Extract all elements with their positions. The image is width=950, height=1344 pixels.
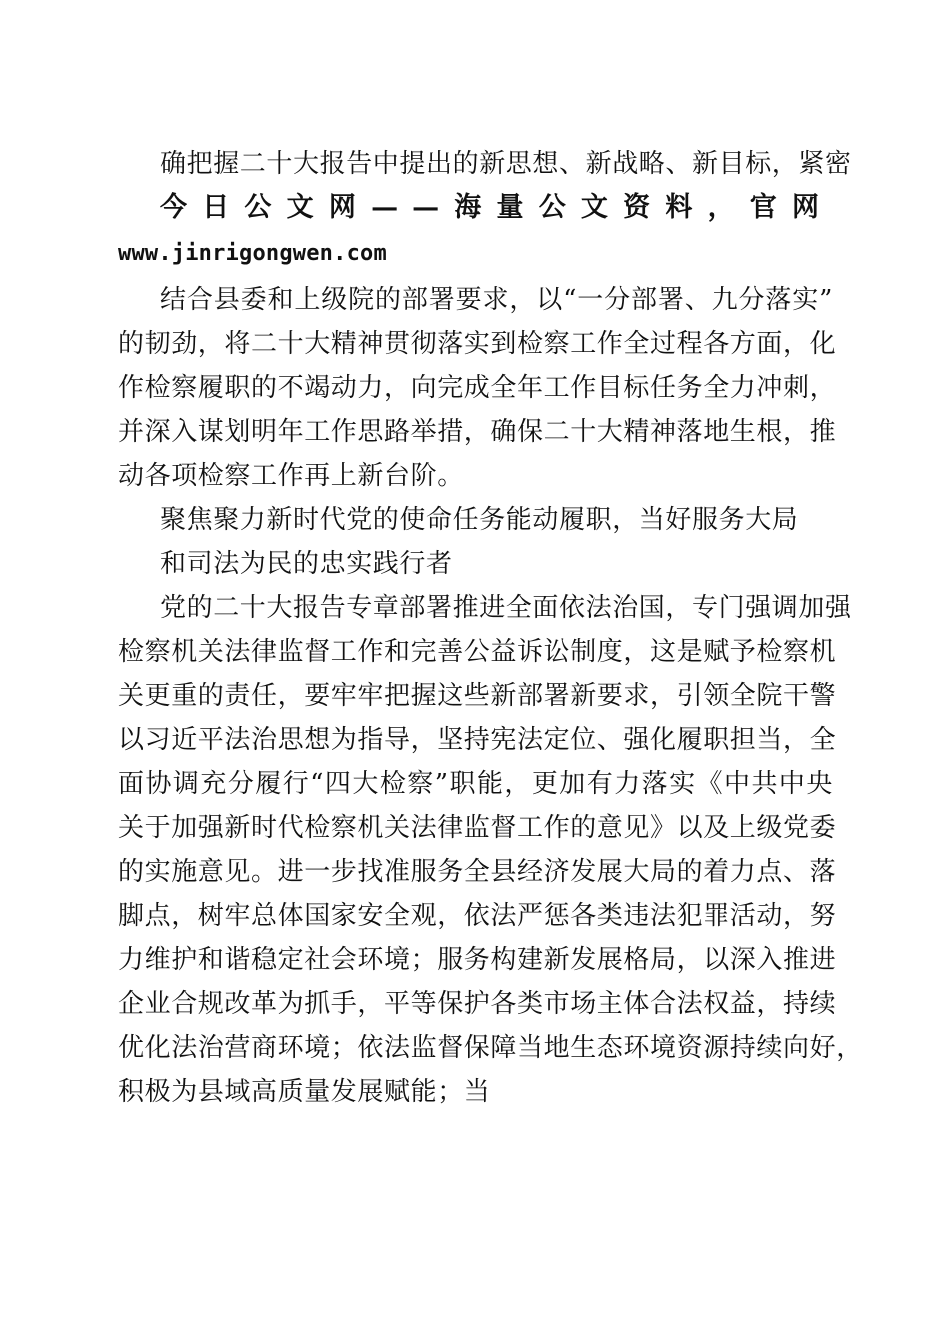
- paragraph-line: 优化法治营商环境；依法监督保障当地生态环境资源持续向好，: [118, 1033, 863, 1063]
- paragraph-line: 积极为县域高质量发展赋能；当: [118, 1077, 491, 1107]
- paragraph-line: 以习近平法治思想为指导，坚持宪法定位、强化履职担当，全: [118, 725, 837, 755]
- paragraph-line: 检察机关法律监督工作和完善公益诉讼制度，这是赋予检察机: [118, 637, 837, 667]
- section-heading-line: 聚焦聚力新时代党的使命任务能动履职，当好服务大局: [160, 505, 799, 535]
- paragraph-line: 脚点，树牢总体国家安全观，依法严惩各类违法犯罪活动，努: [118, 901, 837, 931]
- paragraph-line: 党的二十大报告专章部署推进全面依法治国，专门强调加强: [160, 593, 852, 623]
- paragraph-line: 力维护和谐稳定社会环境；服务构建新发展格局，以深入推进: [118, 945, 837, 975]
- paragraph-line: 并深入谋划明年工作思路举措，确保二十大精神落地生根，推: [118, 417, 837, 447]
- paragraph-line: 关于加强新时代检察机关法律监督工作的意见》以及上级党委: [118, 813, 837, 843]
- paragraph-line: 面协调充分履行“四大检察”职能，更加有力落实《中共中央: [118, 769, 833, 799]
- paragraph-line: 动各项检察工作再上新台阶。: [118, 461, 464, 491]
- watermark-banner: 今日公文网——海量公文资料，官网: [160, 192, 833, 223]
- watermark-url: www.jinrigongwen.com: [118, 241, 387, 266]
- paragraph-line: 的实施意见。进一步找准服务全县经济发展大局的着力点、落: [118, 857, 837, 887]
- paragraph-line: 关更重的责任，要牢牢把握这些新部署新要求，引领全院干警: [118, 681, 837, 711]
- paragraph-line: 的韧劲，将二十大精神贯彻落实到检察工作全过程各方面，化: [118, 329, 837, 359]
- paragraph-line: 确把握二十大报告中提出的新思想、新战略、新目标，紧密: [160, 149, 852, 179]
- paragraph-line: 企业合规改革为抓手，平等保护各类市场主体合法权益，持续: [118, 989, 837, 1019]
- paragraph-line: 作检察履职的不竭动力，向完成全年工作目标任务全力冲刺，: [118, 373, 837, 403]
- section-heading-line: 和司法为民的忠实践行者: [160, 549, 453, 579]
- paragraph-line: 结合县委和上级院的部署要求，以“一分部署、九分落实”: [160, 285, 833, 315]
